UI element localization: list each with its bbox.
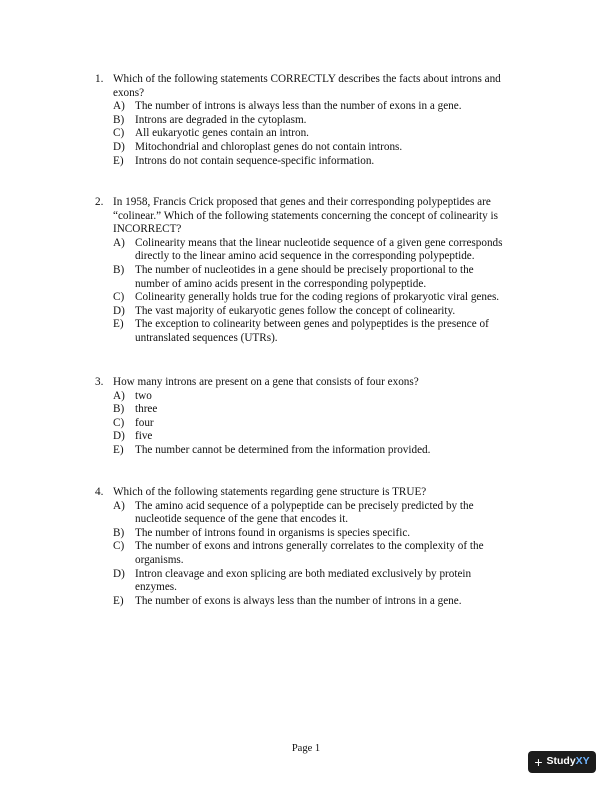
option-text (135, 568, 535, 595)
option-text: The vast majority of eukaryotic genes follow the concept of colinearity. (135, 304, 456, 317)
option-e (113, 444, 535, 458)
option-d (113, 568, 535, 595)
question-text (113, 73, 535, 100)
option-text (135, 318, 535, 345)
question-text-line: How many introns are present on a gene that consists of four exons? (113, 376, 419, 388)
answer-options (113, 100, 535, 168)
option-letter: C) (113, 127, 125, 140)
question-3 (95, 376, 535, 458)
option-text: two (135, 389, 152, 402)
answer-options (113, 500, 535, 609)
option-letter: E) (113, 318, 124, 331)
option-letter: D) (113, 430, 125, 443)
option-text-line: Intron cleavage and exon splicing are both mediated exclusively by protein (135, 567, 472, 580)
question-text (113, 486, 535, 500)
option-text: Introns are degraded in the cytoplasm. (135, 113, 307, 126)
option-letter: D) (113, 140, 125, 153)
option-text (135, 540, 535, 567)
option-text-line: enzymes. (135, 581, 177, 594)
option-text: The number cannot be determined from the information provided. (135, 443, 431, 456)
option-text (135, 264, 535, 291)
question-number: 1. (95, 73, 104, 85)
option-letter: B) (113, 403, 125, 416)
question-text (113, 376, 535, 390)
option-text-line: Colinearity means that the linear nucleotide sequence of a given gene corresponds (135, 236, 503, 249)
option-text-line: The exception to colinearity between genes and polypeptides is the presence of (135, 318, 489, 331)
option-a (113, 390, 535, 404)
option-letter: E) (113, 154, 124, 167)
option-text (135, 500, 535, 527)
option-text-line: nucleotide sequence of the gene that encodes it. (135, 513, 349, 526)
option-text-line: The number of exons and introns generally correlates to the complexity of the (135, 540, 484, 553)
question-stem (95, 486, 535, 500)
option-letter: A) (113, 100, 125, 113)
option-text-line: organisms. (135, 553, 184, 566)
option-d (113, 141, 535, 155)
option-text-line: untranslated sequences (UTRs). (135, 331, 278, 344)
option-letter: E) (113, 443, 124, 456)
option-c (113, 417, 535, 431)
option-letter: A) (113, 499, 125, 512)
option-letter: A) (113, 389, 125, 402)
option-e (113, 318, 535, 345)
option-text: Colinearity generally holds true for the coding regions of prokaryotic viral genes. (135, 291, 500, 304)
option-b (113, 264, 535, 291)
page-number: Page 1 (291, 743, 321, 754)
question-number: 4. (95, 486, 104, 498)
option-letter: B) (113, 526, 125, 539)
answer-options (113, 390, 535, 458)
option-c (113, 540, 535, 567)
option-b (113, 527, 535, 541)
question-stem (95, 73, 535, 100)
option-letter: B) (113, 263, 125, 276)
question-text-line: In 1958, Francis Crick proposed that genes and their corresponding polypeptides are (113, 196, 491, 208)
option-b (113, 114, 535, 128)
option-letter: C) (113, 416, 125, 429)
question-text-line: Which of the following statements CORRECTLY describes the facts about introns and (113, 73, 501, 85)
question-stem (95, 196, 535, 237)
option-letter: C) (113, 291, 125, 304)
option-text: three (135, 403, 158, 416)
question-text-line: INCORRECT? (113, 223, 182, 236)
option-text-line: number of amino acids present in the corresponding polypeptide. (135, 277, 427, 290)
option-c (113, 127, 535, 141)
option-text: Mitochondrial and chloroplast genes do not contain introns. (135, 140, 403, 153)
option-letter: D) (113, 567, 125, 580)
question-text-line: exons? (113, 86, 145, 99)
option-text-line: directly to the linear amino acid sequence in the corresponding polypeptide. (135, 250, 475, 263)
option-text-line: The number of nucleotides in a gene should be precisely proportional to the (135, 263, 474, 276)
option-text: The number of introns found in organisms is species specific. (135, 526, 411, 539)
option-text: four (135, 416, 154, 429)
option-e (113, 155, 535, 169)
option-a (113, 237, 535, 264)
option-text-line: The amino acid sequence of a polypeptide can be precisely predicted by the (135, 499, 474, 512)
brand-name (547, 755, 590, 769)
question-text-line: “colinear.” Which of the following statements concerning the concept of colinearity is (113, 209, 499, 222)
option-text: Introns do not contain sequence-specific information. (135, 154, 375, 167)
option-text (135, 237, 535, 264)
option-text: The number of introns is always less than the number of exons in a gene. (135, 100, 462, 113)
option-letter: C) (113, 540, 125, 553)
plus-icon: + (534, 754, 543, 770)
answer-options (113, 237, 535, 346)
brand-name-main: Study (546, 755, 576, 768)
option-text: All eukaryotic genes contain an intron. (135, 127, 309, 140)
studyxy-logo[interactable] (528, 751, 596, 773)
option-d (113, 430, 535, 444)
option-letter: E) (113, 594, 124, 607)
option-e (113, 595, 535, 609)
option-letter: A) (113, 236, 125, 249)
question-number: 3. (95, 376, 104, 388)
question-2 (95, 196, 535, 346)
option-text: five (135, 430, 153, 443)
option-letter: B) (113, 113, 125, 126)
option-text: The number of exons is always less than the number of introns in a gene. (135, 594, 462, 607)
question-number: 2. (95, 196, 104, 208)
option-a (113, 100, 535, 114)
question-text-line: Which of the following statements regarding gene structure is TRUE? (113, 486, 427, 498)
option-c (113, 291, 535, 305)
option-b (113, 403, 535, 417)
option-d (113, 305, 535, 319)
question-text (113, 196, 535, 237)
question-stem (95, 376, 535, 390)
brand-name-accent: XY (575, 755, 590, 768)
question-1 (95, 73, 535, 168)
option-a (113, 500, 535, 527)
question-4 (95, 486, 535, 608)
option-letter: D) (113, 304, 125, 317)
